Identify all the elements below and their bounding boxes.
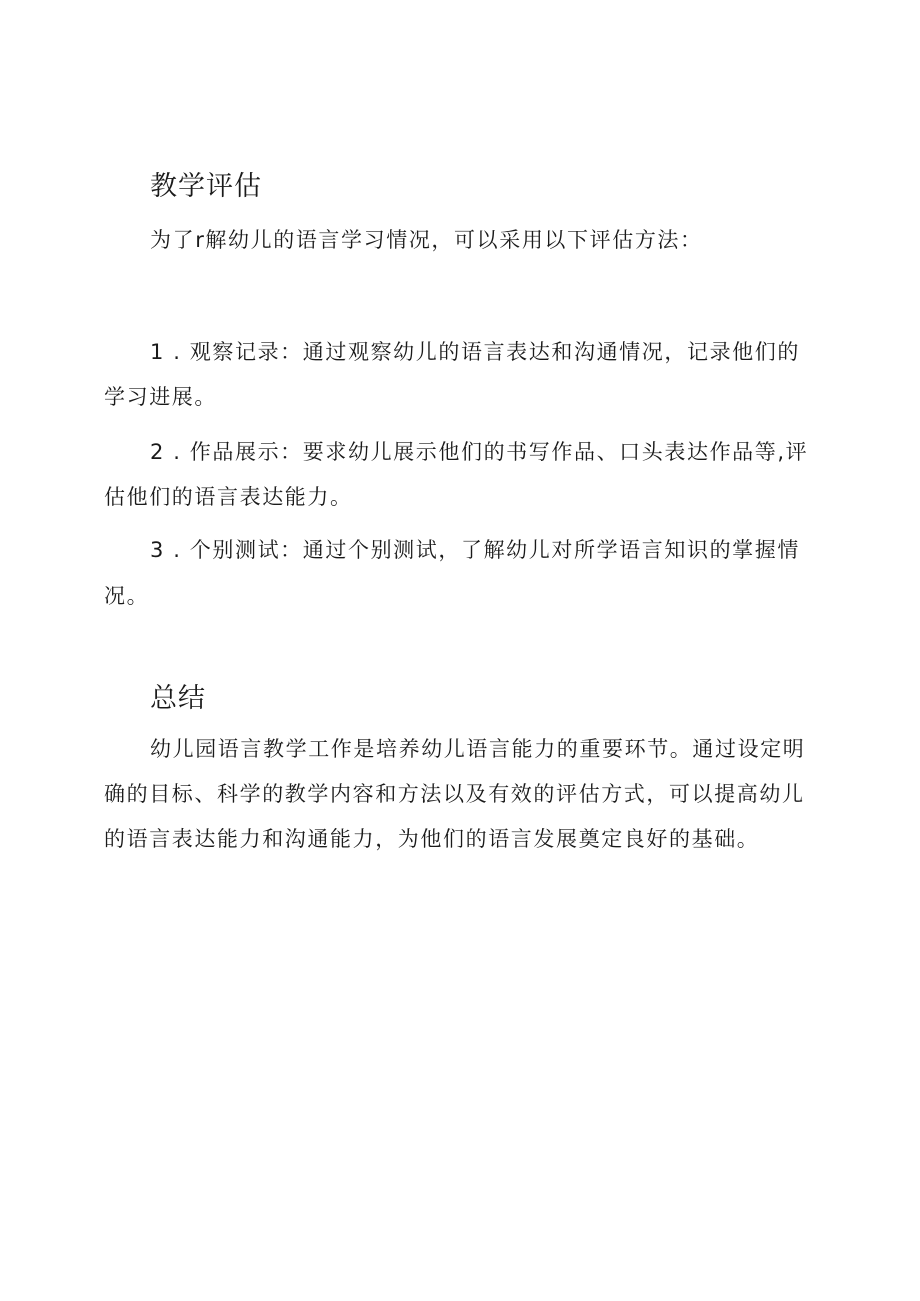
assessment-intro: 为了r解幼儿的语言学习情况，可以采用以下评估方法： xyxy=(150,228,703,252)
assessment-item-2-line-2: 估他们的语言表达能力。 xyxy=(104,485,353,509)
summary-line-2: 确的目标、科学的教学内容和方法以及有效的评估方式，可以提高幼儿 xyxy=(104,782,805,806)
assessment-item-3-line-2: 况。 xyxy=(104,584,150,608)
summary-line-1: 幼儿园语言教学工作是培养幼儿语言能力的重要环节。通过设定明 xyxy=(150,737,806,761)
summary-line-3: 的语言表达能力和沟通能力，为他们的语言发展奠定良好的基础。 xyxy=(104,827,760,851)
assessment-item-1-line-2: 学习进展。 xyxy=(104,385,217,409)
section-heading-summary: 总结 xyxy=(150,683,206,714)
assessment-item-2-line-1: 2 . 作品展示：要求幼儿展示他们的书写作品、口头表达作品等,评 xyxy=(150,440,809,464)
assessment-item-1-line-1: 1 . 观察记录：通过观察幼儿的语言表达和沟通情况，记录他们的 xyxy=(150,340,800,364)
section-heading-assessment: 教学评估 xyxy=(150,171,262,202)
assessment-item-3-line-1: 3 . 个别测试：通过个别测试，了解幼儿对所学语言知识的掌握情 xyxy=(150,538,800,562)
